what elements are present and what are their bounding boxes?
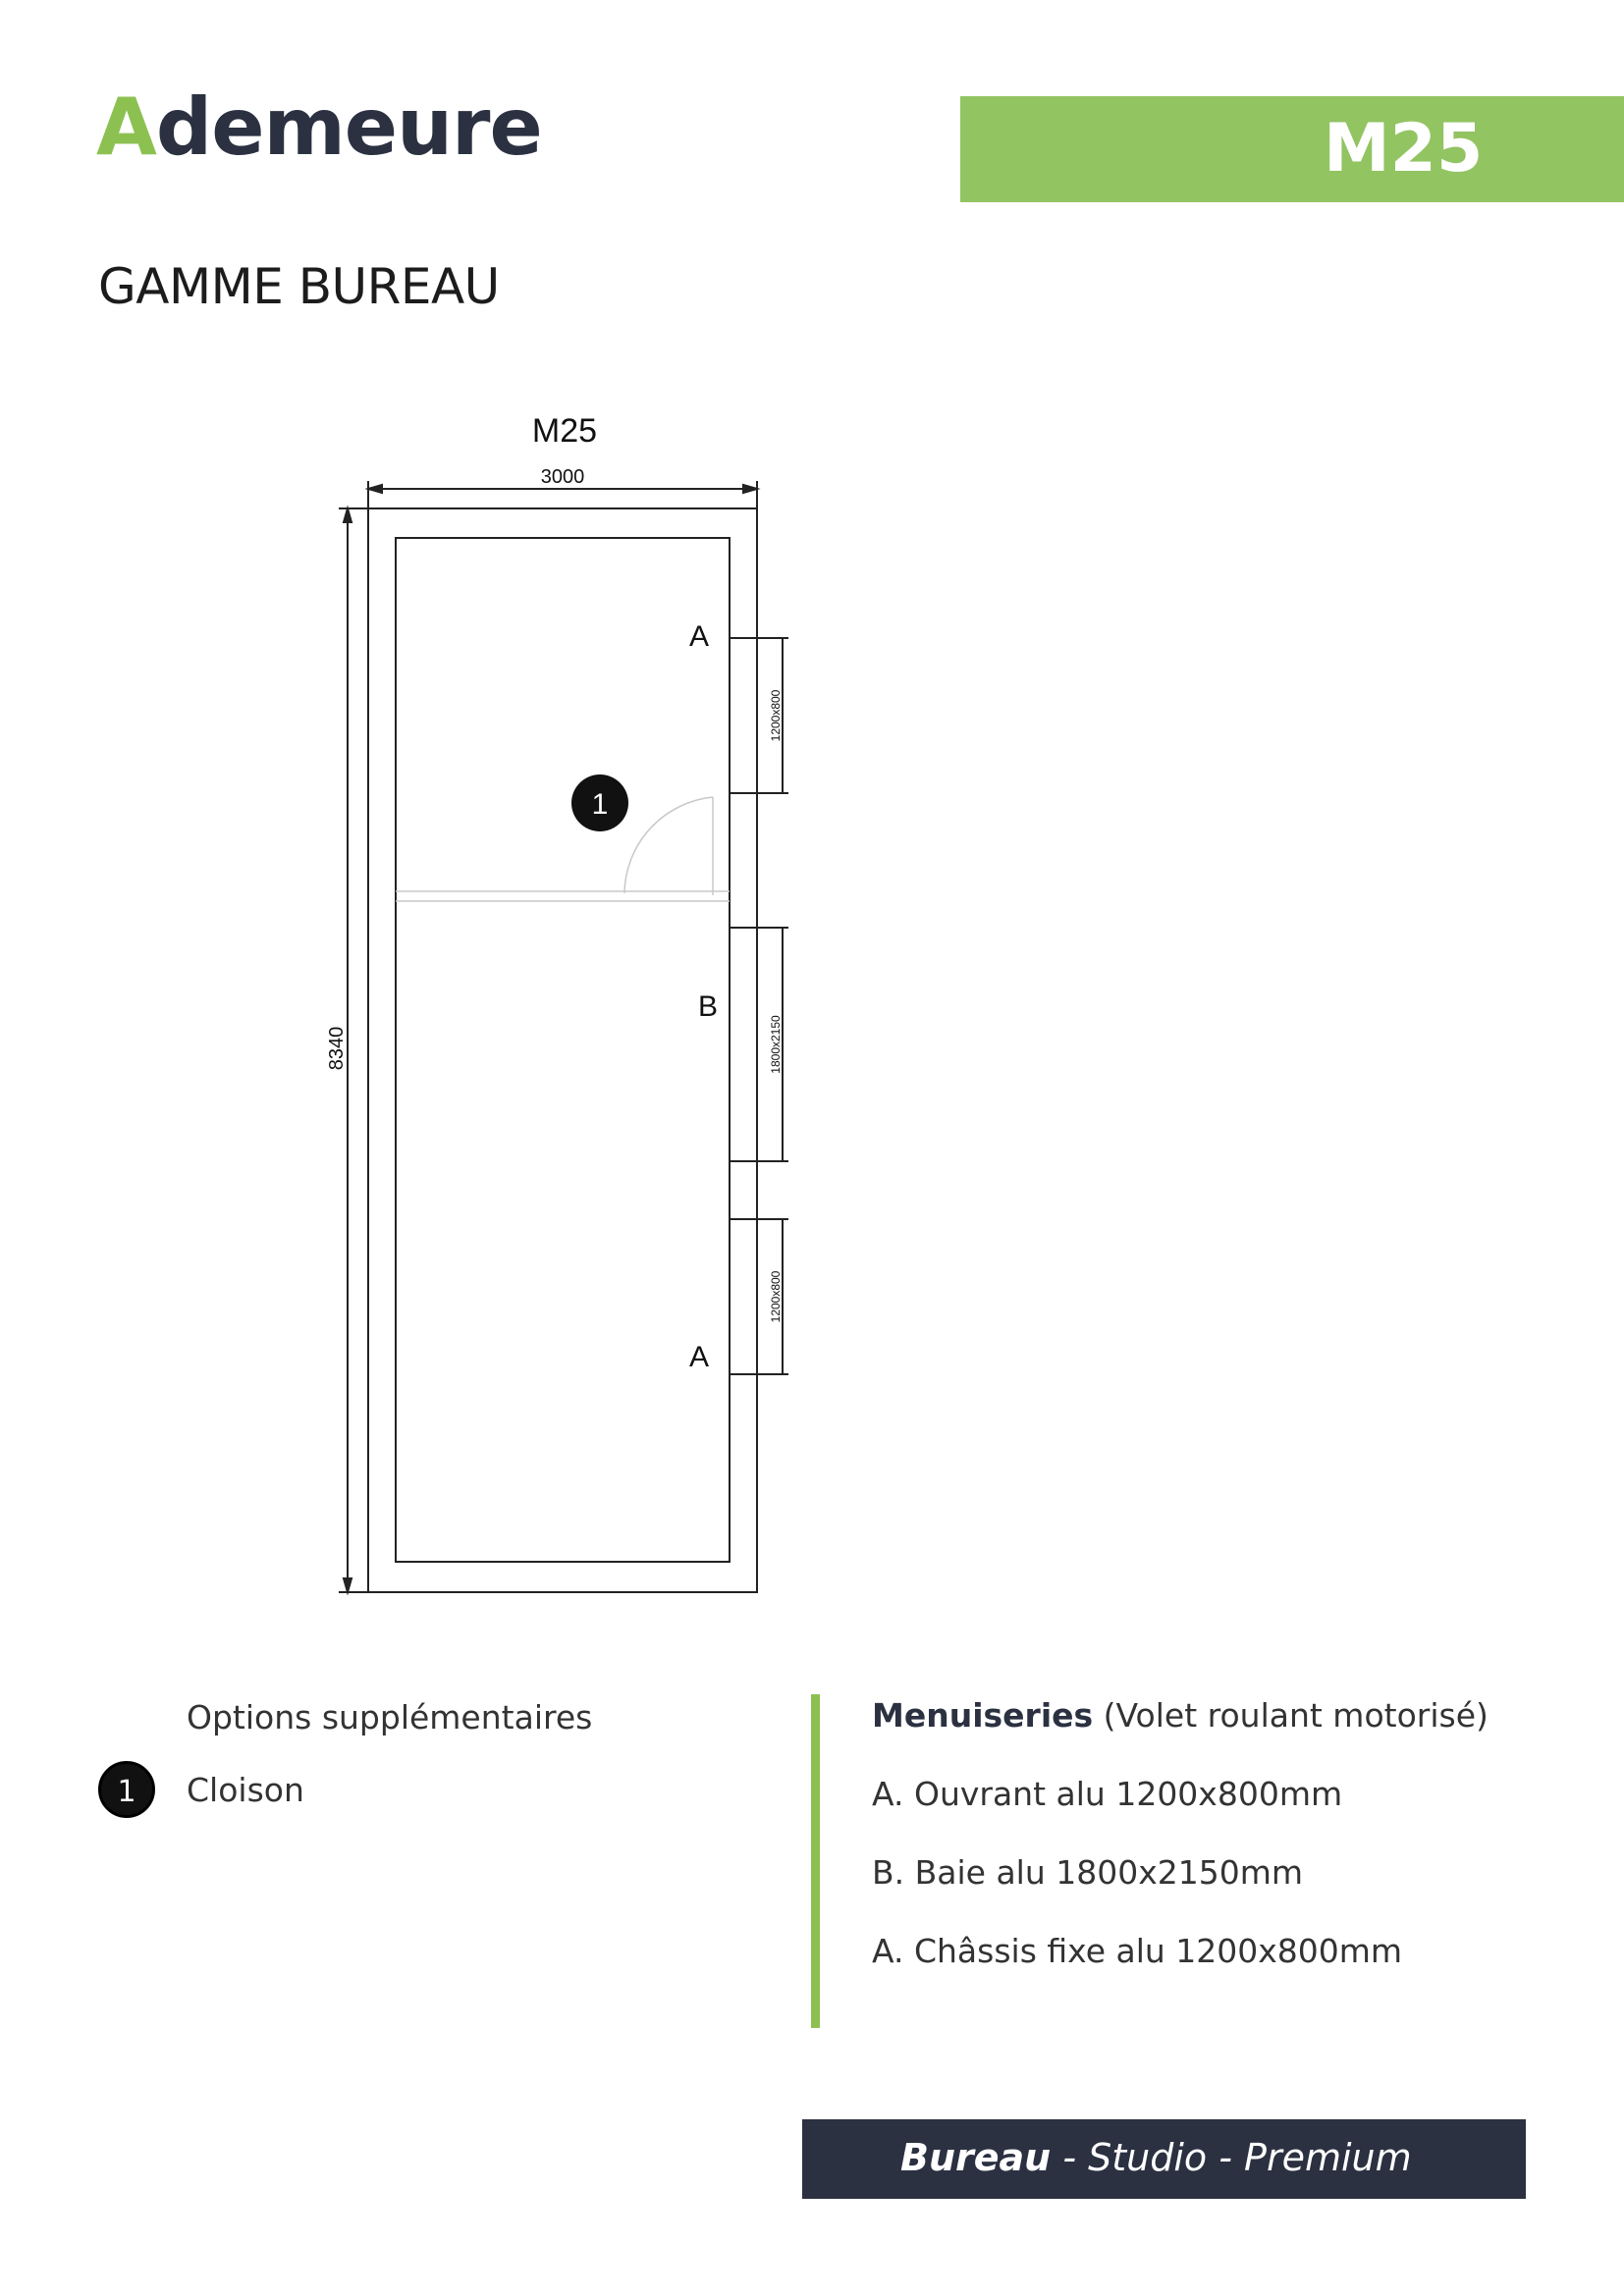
window-a-bottom-dim-label: 1200x800 <box>769 1270 783 1323</box>
plan-height-label: 8340 <box>326 1026 348 1071</box>
window-a-bottom <box>730 1219 757 1374</box>
options-heading: Options supplémentaires <box>187 1698 593 1736</box>
plan-width-label: 3000 <box>540 466 585 488</box>
option-label: Cloison <box>187 1771 304 1809</box>
footer-separator: - <box>1207 2136 1245 2179</box>
plan-title: M25 <box>531 412 598 450</box>
window-a-top-dim-label: 1200x800 <box>769 689 783 742</box>
width-arrow-right <box>743 485 757 493</box>
bay-b-label: B <box>697 990 719 1023</box>
inner-wall <box>396 538 730 1562</box>
bay-b-dim-label: 1800x2150 <box>769 1015 783 1074</box>
menuiseries-item: B. Baie alu 1800x2150mm <box>872 1853 1304 1892</box>
height-arrow-bottom <box>344 1578 352 1592</box>
footer-range-studio: Studio <box>1088 2136 1208 2179</box>
option-badge: 1 <box>98 1761 155 1818</box>
footer-banner <box>802 2119 1526 2199</box>
door-swing-arc <box>624 797 713 893</box>
logo-text: demeure <box>155 81 542 173</box>
menuiseries-item: A. Châssis fixe alu 1200x800mm <box>872 1932 1403 1970</box>
menuiseries-item: A. Ouvrant alu 1200x800mm <box>872 1775 1343 1813</box>
window-a-top-label: A <box>688 620 710 653</box>
menuiseries-heading-bold: Menuiseries <box>872 1696 1094 1735</box>
window-a-top <box>730 638 757 793</box>
width-arrow-left <box>368 485 382 493</box>
range-title: GAMME BUREAU <box>98 258 500 315</box>
footer-range-bureau: Bureau <box>900 2136 1052 2179</box>
option-marker-1-label: 1 <box>591 788 609 821</box>
section-divider-bar <box>811 1694 820 2028</box>
bay-b <box>730 928 757 1161</box>
outer-wall <box>368 508 757 1592</box>
footer-range-premium: Premium <box>1244 2136 1412 2179</box>
footer-separator: - <box>1051 2136 1089 2179</box>
height-arrow-top <box>344 508 352 522</box>
menuiseries-heading-rest: (Volet roulant motorisé) <box>1093 1696 1489 1735</box>
logo-letter-a: A <box>96 81 156 173</box>
menuiseries-heading <box>872 1696 1489 1735</box>
model-code: M25 <box>1324 110 1484 187</box>
window-a-bottom-label: A <box>688 1341 710 1373</box>
